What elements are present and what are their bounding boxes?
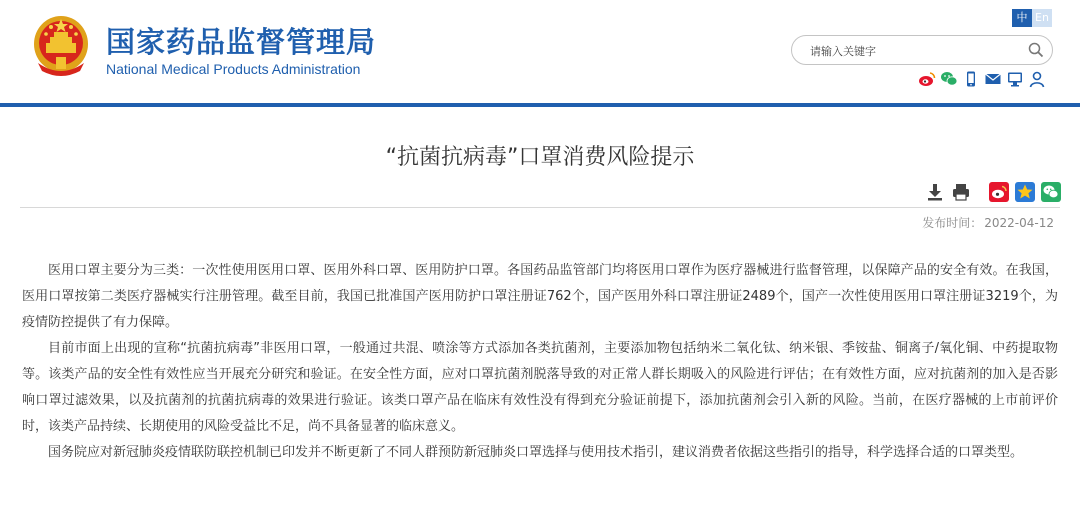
wechat-icon[interactable] (940, 70, 958, 88)
language-en-button[interactable]: En (1032, 9, 1052, 27)
title-divider (20, 207, 1060, 208)
share-qzone-icon[interactable] (1015, 182, 1035, 202)
article-title: “抗菌抗病毒”口罩消费风险提示 (385, 145, 695, 170)
publish-date-value: 2022-04-12 (984, 216, 1054, 230)
share-wechat-icon[interactable] (1041, 182, 1061, 202)
search-icon[interactable] (1028, 42, 1044, 58)
social-links (918, 70, 1046, 90)
language-zh-button[interactable]: 中 (1012, 9, 1032, 27)
download-icon[interactable] (925, 182, 945, 202)
header-divider (0, 103, 1080, 107)
national-emblem-icon[interactable] (32, 13, 90, 77)
article-paragraph: 医用口罩主要分为三类：一次性使用医用口罩、医用外科口罩、医用防护口罩。各国药品监管部门均将医用口罩作为医疗器械进行监督管理，以保障产品的安全有效。在我国，医用口罩按第二类医疗器械实行注册管理。截至目前，我国已批准国产医用防护口罩注册证762个，国产医用外科口罩注册证2489个，国产一次性使用医用口罩注册证3219个，为疫情防控提供了有力保障。 (22, 263, 1058, 330)
search-box (791, 35, 1053, 65)
site-header (0, 0, 1080, 103)
article-body (22, 258, 1058, 466)
article-tools (925, 181, 1061, 203)
search-input[interactable] (808, 41, 1012, 61)
monitor-icon[interactable] (1006, 70, 1024, 88)
share-weibo-icon[interactable] (989, 182, 1009, 202)
publish-date (920, 214, 1054, 231)
print-icon[interactable] (951, 182, 971, 202)
user-icon[interactable] (1028, 70, 1046, 88)
article-paragraph: 目前市面上出现的宣称“抗菌抗病毒”非医用口罩，一般通过共混、喷涂等方式添加各类抗菌剂，主要添加物包括纳米二氧化钛、纳米银、季铵盐、铜离子/氧化铜、中药提取物等。该类产品的安全性有效性应当开展充分研究和验证。在安全性方面，应对口罩抗菌剂脱落导致的对正常人群长期吸入的风险进行评估；在有效性方面，应对抗菌剂的加入是否影响口罩过滤效果，以及抗菌剂的抗菌抗病毒的效果进行验证。该类口罩产品在临床有效性没有得到充分验证前提下，添加抗菌剂会引入新的风险。当前，在医疗器械的上市前评价时，该类产品持续、长期使用的风险受益比不足，尚不具备显著的临床意义。 (22, 341, 1058, 434)
weibo-icon[interactable] (918, 70, 936, 88)
site-title-en[interactable]: National Medical Products Administration (106, 61, 361, 77)
publish-date-label: 发布时间： (922, 216, 983, 230)
mobile-icon[interactable] (962, 70, 980, 88)
email-icon[interactable] (984, 70, 1002, 88)
article-paragraph: 国务院应对新冠肺炎疫情联防联控机制已印发并不断更新了不同人群预防新冠肺炎口罩选择与使用技术指引，建议消费者依据这些指引的指导，科学选择合适的口罩类型。 (48, 445, 1024, 460)
site-title-cn[interactable]: 国家药品监督管理局 (106, 25, 377, 59)
